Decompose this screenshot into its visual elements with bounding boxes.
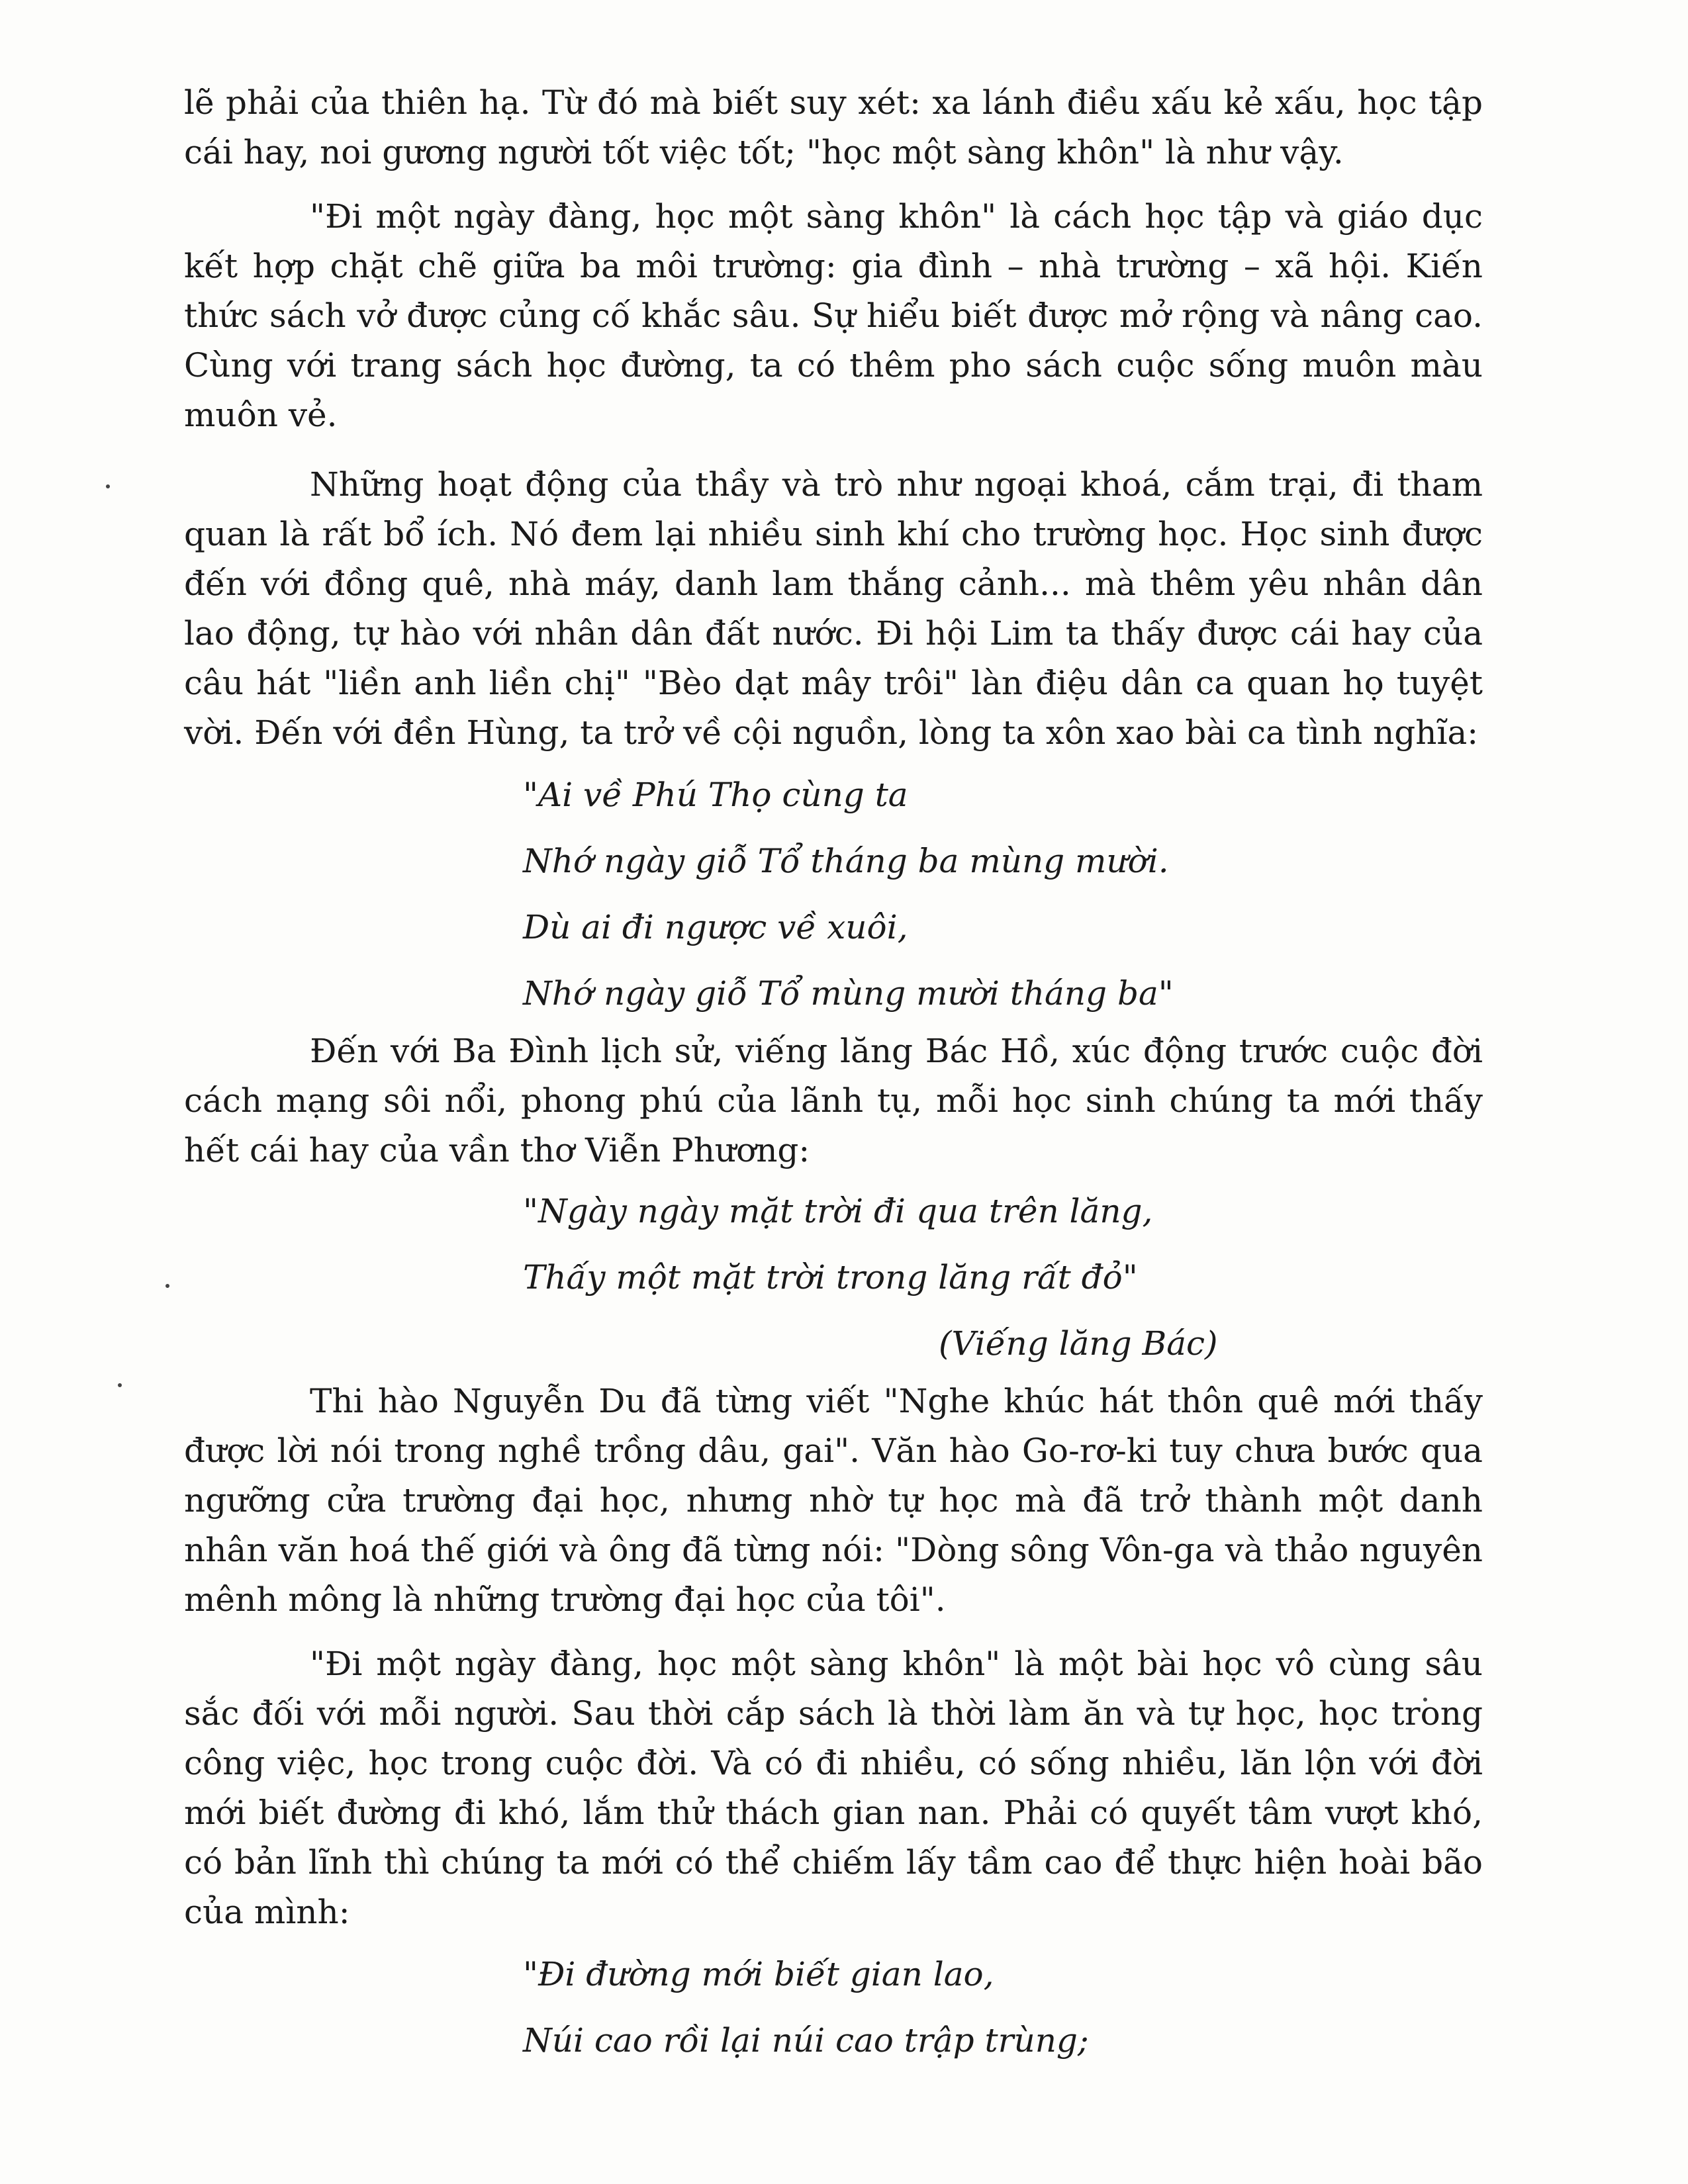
paragraph-2: "Đi một ngày đàng, học một sàng khôn" là cách học tập và giáo dục kết hợp chặt chẽ giữa ba môi trường: gia đình – nhà trường – xã hội. Kiến thức sách vở được củng cố khắc sâu. Sự hiểu biết được mở rộng và nâng cao. Cùng với trang sách học đường, ta có thêm pho sách cuộc sống muôn màu muôn vẻ. xyxy=(184,197,1483,434)
paragraph-5: Thi hào Nguyễn Du đã từng viết "Nghe khúc hát thôn quê mới thấy được lời nói trong nghề trồng dâu, gai". Văn hào Go-rơ-ki tuy chưa bước qua ngưỡng cửa trường đại học, nhưng nhờ tự học mà đã trở thành một danh nhân văn hoá thế giới và ông đã từng nói: "Dòng sông Vôn-ga và thảo nguyên mênh mông là những trường đại học của tôi". xyxy=(184,1382,1483,1619)
paragraph-4: Đến với Ba Đình lịch sử, viếng lăng Bác Hồ, xúc động trước cuộc đời cách mạng sôi nổi, phong phú của lãnh tụ, mỗi học sinh chúng ta mới thấy hết cái hay của vần thơ Viễn Phương: xyxy=(184,1032,1483,1169)
poem-vieng-lang-bac xyxy=(184,1178,1483,1310)
poem-line: Thấy một mặt trời trong lăng rất đỏ" xyxy=(523,1258,1138,1297)
scan-speck xyxy=(118,1383,122,1387)
poem-line: Nhớ ngày giỗ Tổ mùng mười tháng ba" xyxy=(523,974,1174,1013)
poem-line: "Ngày ngày mặt trời đi qua trên lăng, xyxy=(523,1192,1153,1230)
poem-phu-tho xyxy=(184,762,1483,1026)
poem-di-duong xyxy=(184,1941,1483,2073)
scan-speck xyxy=(106,484,110,488)
paragraph-6: "Đi một ngày đàng, học một sàng khôn" là một bài học vô cùng sâu sắc đối với mỗi người. Sau thời cắp sách là thời làm ăn và tự học, học trong công việc, học trong cuộc đời. Và có đi nhiều, có sống nhiều, lăn lộn với đời mới biết đường đi khó, lắm thử thách gian nan. Phải có quyết tâm vượt khó, có bản lĩnh thì chúng ta mới có thể chiếm lấy tầm cao để thực hiện hoài bão của mình: xyxy=(184,1645,1483,1931)
poem-line: Nhớ ngày giỗ Tổ tháng ba mùng mười. xyxy=(523,842,1169,880)
paragraph-3: Những hoạt động của thầy và trò như ngoại khoá, cắm trại, đi tham quan là rất bổ ích. Nó đem lại nhiều sinh khí cho trường học. Học sinh được đến với đồng quê, nhà máy, danh lam thắng cảnh... mà thêm yêu nhân dân lao động, tự hào với nhân dân đất nước. Đi hội Lim ta thấy được cái hay của câu hát "liền anh liền chị" "Bèo dạt mây trôi" làn điệu dân ca quan họ tuyệt vời. Đến với đền Hùng, ta trở về cội nguồn, lòng ta xôn xao bài ca tình nghĩa: xyxy=(184,465,1483,752)
paragraph-1: lẽ phải của thiên hạ. Từ đó mà biết suy xét: xa lánh điều xấu kẻ xấu, học tập cái hay, noi gương người tốt việc tốt; "học một sàng khôn" là như vậy. xyxy=(184,83,1483,171)
scan-speck xyxy=(165,1284,169,1288)
poem-line: "Ai về Phú Thọ cùng ta xyxy=(523,776,908,814)
document-body xyxy=(184,78,1483,2073)
poem-line: Núi cao rồi lại núi cao trập trùng; xyxy=(523,2021,1089,2060)
poem-line: Dù ai đi ngược về xuôi, xyxy=(523,908,908,946)
poem-source: (Viếng lăng Bác) xyxy=(939,1324,1218,1363)
poem-line: "Đi đường mới biết gian lao, xyxy=(523,1955,994,1993)
